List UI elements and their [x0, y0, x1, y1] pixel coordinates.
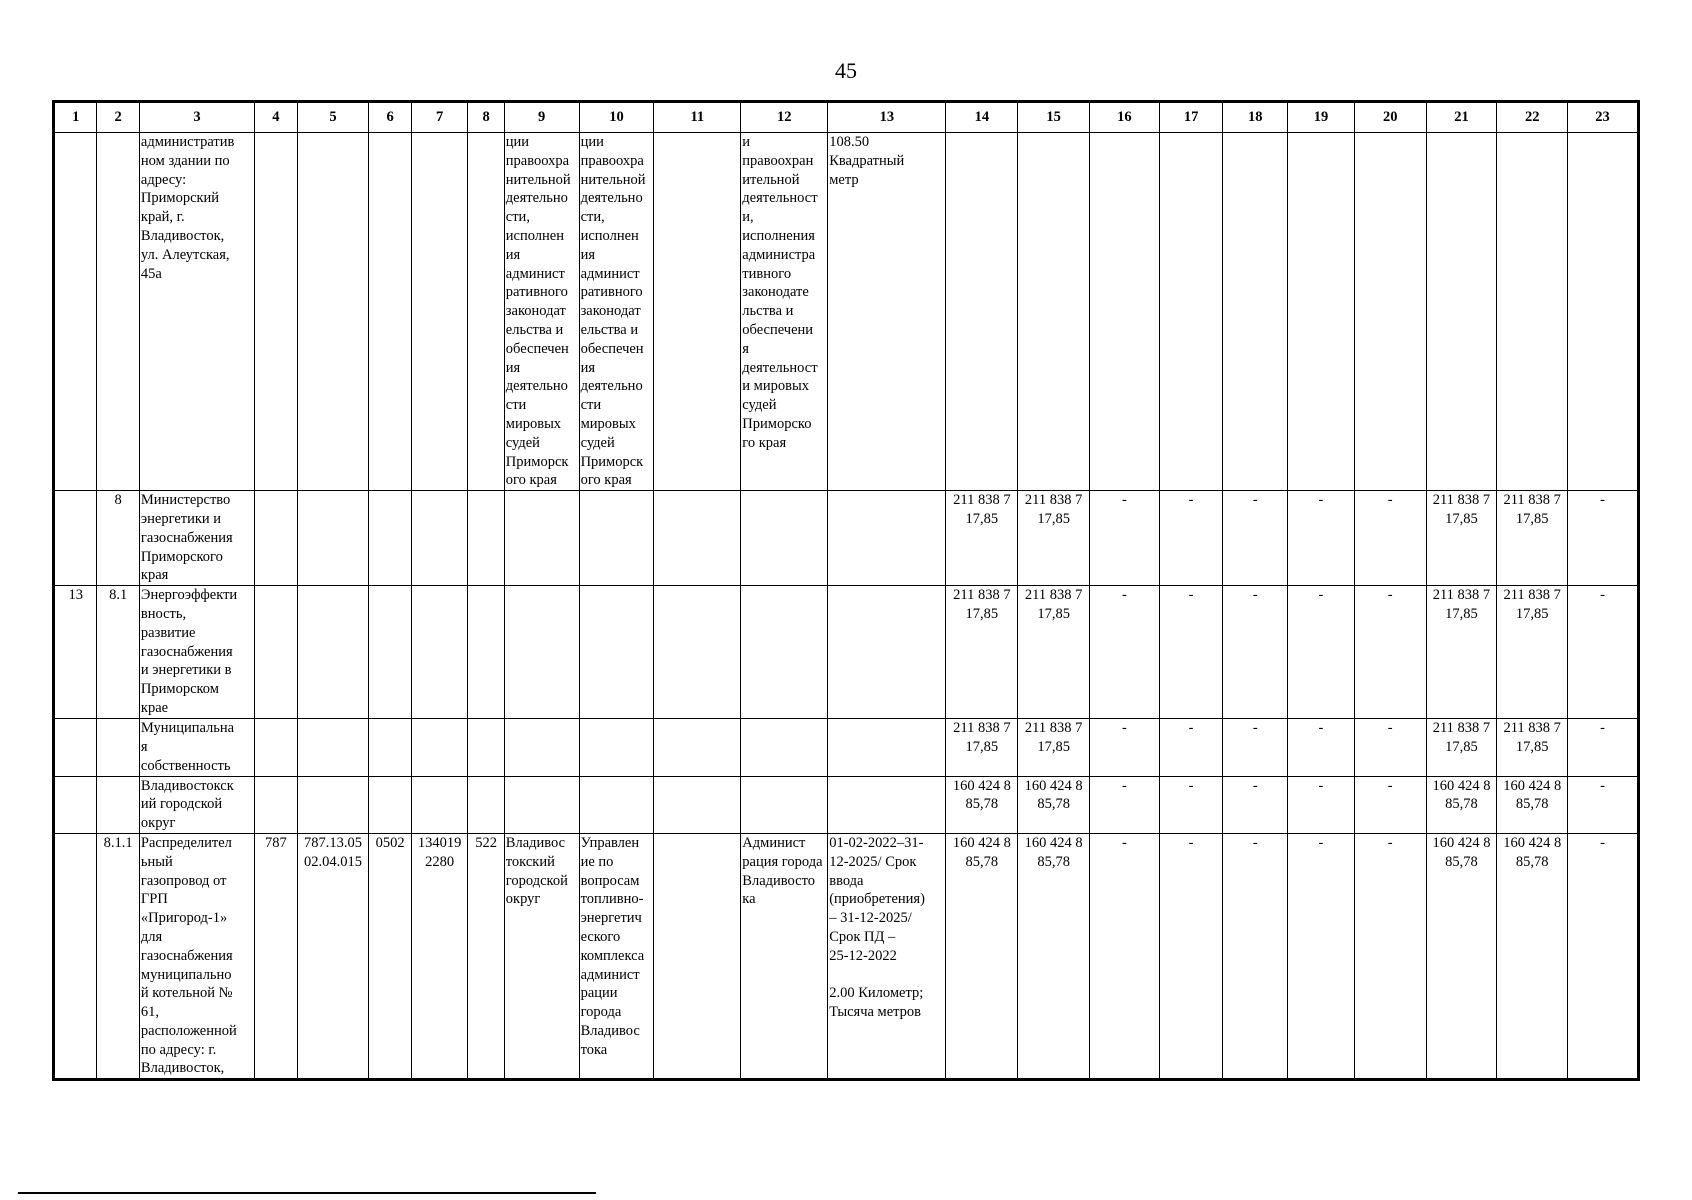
table-cell-col-8 — [468, 719, 504, 776]
table-cell-col-4 — [255, 719, 297, 776]
table-cell-col-21: 211 838 7 17,85 — [1426, 491, 1497, 586]
table-cell-col-20: - — [1354, 491, 1426, 586]
table-cell-col-17 — [1159, 133, 1223, 491]
table-cell-col-8 — [468, 586, 504, 719]
table-cell-col-2 — [97, 719, 139, 776]
table-cell-col-14: 211 838 7 17,85 — [946, 586, 1018, 719]
table-cell-col-15: 211 838 7 17,85 — [1018, 719, 1090, 776]
table-cell-col-20: - — [1354, 719, 1426, 776]
table-cell-col-10 — [579, 776, 654, 833]
table-cell-col-23 — [1568, 133, 1639, 491]
table-cell-col-7: 134019 2280 — [411, 833, 468, 1079]
table-cell-col-16: - — [1090, 833, 1160, 1079]
table-cell-col-9 — [504, 719, 579, 776]
table-cell-col-1: 13 — [54, 586, 97, 719]
table-cell-col-13 — [828, 776, 946, 833]
table-cell-col-19: - — [1288, 719, 1355, 776]
table-cell-col-3: Владивостокск ий городской округ — [139, 776, 254, 833]
table-cell-col-16: - — [1090, 491, 1160, 586]
table-cell-col-21: 160 424 8 85,78 — [1426, 776, 1497, 833]
table-cell-col-5 — [297, 133, 369, 491]
table-cell-col-20 — [1354, 133, 1426, 491]
header-cell: 10 — [579, 102, 654, 133]
table-cell-col-13 — [828, 491, 946, 586]
table-cell-col-14: 211 838 7 17,85 — [946, 491, 1018, 586]
table-cell-col-9: Владивос токский городской округ — [504, 833, 579, 1079]
table-cell-col-16: - — [1090, 586, 1160, 719]
table-cell-col-15 — [1018, 133, 1090, 491]
table-cell-col-16: - — [1090, 776, 1160, 833]
table-cell-col-23: - — [1568, 833, 1639, 1079]
table-cell-col-1 — [54, 833, 97, 1079]
table-cell-col-6: 0502 — [369, 833, 411, 1079]
header-cell: 6 — [369, 102, 411, 133]
header-cell: 14 — [946, 102, 1018, 133]
table-cell-col-18: - — [1223, 719, 1288, 776]
header-cell: 2 — [97, 102, 139, 133]
table-cell-col-15: 211 838 7 17,85 — [1018, 491, 1090, 586]
table-cell-col-4 — [255, 586, 297, 719]
table-cell-col-1 — [54, 719, 97, 776]
header-row — [54, 102, 1639, 133]
table-cell-col-13 — [828, 719, 946, 776]
table-cell-col-12 — [741, 586, 828, 719]
table-cell-col-1 — [54, 133, 97, 491]
header-cell: 8 — [468, 102, 504, 133]
table-body — [54, 133, 1639, 1080]
table-cell-col-9 — [504, 776, 579, 833]
table-cell-col-19: - — [1288, 776, 1355, 833]
table-cell-col-15: 211 838 7 17,85 — [1018, 586, 1090, 719]
table-cell-col-22: 160 424 8 85,78 — [1497, 833, 1568, 1079]
header-cell: 1 — [54, 102, 97, 133]
header-cell: 19 — [1288, 102, 1355, 133]
table-cell-col-11 — [654, 133, 741, 491]
table-cell-col-13: 01-02-2022–31- 12-2025/ Срок ввода (приобретения) – 31-12-2025/ Срок ПД – 25-12-2022 2.00 Километр; Тысяча метров — [828, 833, 946, 1079]
header-cell: 3 — [139, 102, 254, 133]
table-cell-col-11 — [654, 776, 741, 833]
header-cell: 13 — [828, 102, 946, 133]
table-cell-col-3: Муниципальна я собственность — [139, 719, 254, 776]
table-cell-col-6 — [369, 586, 411, 719]
table-cell-col-21: 160 424 8 85,78 — [1426, 833, 1497, 1079]
table-cell-col-21 — [1426, 133, 1497, 491]
table-cell-col-10 — [579, 491, 654, 586]
header-cell: 9 — [504, 102, 579, 133]
table-cell-col-13 — [828, 586, 946, 719]
table-row — [54, 833, 1639, 1079]
table-cell-col-16: - — [1090, 719, 1160, 776]
header-cell: 7 — [411, 102, 468, 133]
table-cell-col-19: - — [1288, 491, 1355, 586]
table-cell-col-19: - — [1288, 833, 1355, 1079]
table-cell-col-20: - — [1354, 833, 1426, 1079]
table-cell-col-20: - — [1354, 586, 1426, 719]
table-cell-col-8 — [468, 491, 504, 586]
table-cell-col-23: - — [1568, 719, 1639, 776]
table-row — [54, 586, 1639, 719]
budget-table — [52, 100, 1640, 1081]
table-cell-col-3: Распределител ьный газопровод от ГРП «Пригород-1» для газоснабжения муниципально й котельной № 61, расположенной по адресу: г. Владивосток, — [139, 833, 254, 1079]
table-cell-col-5 — [297, 491, 369, 586]
table-cell-col-18 — [1223, 133, 1288, 491]
table-cell-col-4 — [255, 776, 297, 833]
table-cell-col-12 — [741, 776, 828, 833]
table-cell-col-12 — [741, 719, 828, 776]
header-cell: 5 — [297, 102, 369, 133]
table-cell-col-9 — [504, 586, 579, 719]
table-row — [54, 776, 1639, 833]
table-row — [54, 719, 1639, 776]
table-cell-col-13: 108.50 Квадратный метр — [828, 133, 946, 491]
table-cell-col-2 — [97, 776, 139, 833]
table-cell-col-3: Энергоэффекти вность, развитие газоснабжения и энергетики в Приморском крае — [139, 586, 254, 719]
table-cell-col-5 — [297, 776, 369, 833]
table-cell-col-10: Управлен ие по вопросам топливно- энергетич еского комплекса админист рации города Владивос тока — [579, 833, 654, 1079]
header-cell: 20 — [1354, 102, 1426, 133]
table-cell-col-6 — [369, 133, 411, 491]
table-cell-col-15: 160 424 8 85,78 — [1018, 776, 1090, 833]
table-cell-col-14: 160 424 8 85,78 — [946, 833, 1018, 1079]
table-cell-col-4 — [255, 133, 297, 491]
table-cell-col-6 — [369, 491, 411, 586]
header-cell: 22 — [1497, 102, 1568, 133]
table-cell-col-22 — [1497, 133, 1568, 491]
table-cell-col-11 — [654, 719, 741, 776]
table-cell-col-17: - — [1159, 586, 1223, 719]
table-cell-col-5 — [297, 719, 369, 776]
table-cell-col-16 — [1090, 133, 1160, 491]
table-cell-col-11 — [654, 491, 741, 586]
table-cell-col-23: - — [1568, 776, 1639, 833]
table-cell-col-2 — [97, 133, 139, 491]
header-cell: 11 — [654, 102, 741, 133]
table-cell-col-7 — [411, 133, 468, 491]
table-cell-col-8: 522 — [468, 833, 504, 1079]
table-cell-col-8 — [468, 776, 504, 833]
page-number: 45 — [835, 58, 857, 83]
table-cell-col-22: 160 424 8 85,78 — [1497, 776, 1568, 833]
table-cell-col-19 — [1288, 133, 1355, 491]
table-cell-col-22: 211 838 7 17,85 — [1497, 719, 1568, 776]
table-cell-col-23: - — [1568, 586, 1639, 719]
table-cell-col-22: 211 838 7 17,85 — [1497, 586, 1568, 719]
table-cell-col-5 — [297, 586, 369, 719]
table-cell-col-14: 160 424 8 85,78 — [946, 776, 1018, 833]
header-cell: 12 — [741, 102, 828, 133]
table-cell-col-6 — [369, 719, 411, 776]
table-row — [54, 491, 1639, 586]
table-cell-col-10: ции правоохра нительной деятельно сти, исполнен ия админист ративного законодат ельства и обеспечен ия деятельно сти мировых судей Приморск ого края — [579, 133, 654, 491]
table-cell-col-2: 8.1.1 — [97, 833, 139, 1079]
table-cell-col-1 — [54, 491, 97, 586]
table-cell-col-5: 787.13.05 02.04.015 — [297, 833, 369, 1079]
table-cell-col-7 — [411, 491, 468, 586]
table-cell-col-1 — [54, 776, 97, 833]
table-cell-col-6 — [369, 776, 411, 833]
table-cell-col-18: - — [1223, 586, 1288, 719]
header-cell: 18 — [1223, 102, 1288, 133]
table-cell-col-21: 211 838 7 17,85 — [1426, 586, 1497, 719]
table-cell-col-3: административ ном здании по адресу: Приморский край, г. Владивосток, ул. Алеутская, 45а — [139, 133, 254, 491]
table-cell-col-4 — [255, 491, 297, 586]
header-cell: 15 — [1018, 102, 1090, 133]
table-cell-col-12 — [741, 491, 828, 586]
table-cell-col-12: и правоохран ительной деятельност и, исполнения администра тивного законодате льства и обеспечени я деятельност и мировых судей Приморско го края — [741, 133, 828, 491]
table-cell-col-11 — [654, 586, 741, 719]
header-cell: 23 — [1568, 102, 1639, 133]
table-cell-col-10 — [579, 586, 654, 719]
table-cell-col-18: - — [1223, 491, 1288, 586]
table-cell-col-7 — [411, 586, 468, 719]
table-cell-col-17: - — [1159, 833, 1223, 1079]
table-cell-col-22: 211 838 7 17,85 — [1497, 491, 1568, 586]
table-cell-col-8 — [468, 133, 504, 491]
table-cell-col-19: - — [1288, 586, 1355, 719]
table-cell-col-9 — [504, 491, 579, 586]
table-cell-col-11 — [654, 833, 741, 1079]
table-cell-col-18: - — [1223, 833, 1288, 1079]
table-cell-col-21: 211 838 7 17,85 — [1426, 719, 1497, 776]
table-cell-col-20: - — [1354, 776, 1426, 833]
table-cell-col-12: Админист рация города Владивосто ка — [741, 833, 828, 1079]
table-cell-col-23: - — [1568, 491, 1639, 586]
table-cell-col-10 — [579, 719, 654, 776]
table-cell-col-18: - — [1223, 776, 1288, 833]
header-cell: 16 — [1090, 102, 1160, 133]
table-cell-col-4: 787 — [255, 833, 297, 1079]
table-cell-col-14: 211 838 7 17,85 — [946, 719, 1018, 776]
table-cell-col-7 — [411, 719, 468, 776]
table-cell-col-9: ции правоохра нительной деятельно сти, исполнен ия админист ративного законодат ельства и обеспечен ия деятельно сти мировых судей Приморск ого края — [504, 133, 579, 491]
table-cell-col-2: 8.1 — [97, 586, 139, 719]
table-cell-col-3: Министерство энергетики и газоснабжения Приморского края — [139, 491, 254, 586]
header-cell: 17 — [1159, 102, 1223, 133]
table-row — [54, 133, 1639, 491]
table-cell-col-17: - — [1159, 719, 1223, 776]
header-cell: 4 — [255, 102, 297, 133]
table-cell-col-17: - — [1159, 491, 1223, 586]
table-cell-col-17: - — [1159, 776, 1223, 833]
table-cell-col-7 — [411, 776, 468, 833]
table-cell-col-15: 160 424 8 85,78 — [1018, 833, 1090, 1079]
table-cell-col-2: 8 — [97, 491, 139, 586]
header-cell: 21 — [1426, 102, 1497, 133]
table-cell-col-14 — [946, 133, 1018, 491]
footer-rule — [18, 1192, 596, 1194]
